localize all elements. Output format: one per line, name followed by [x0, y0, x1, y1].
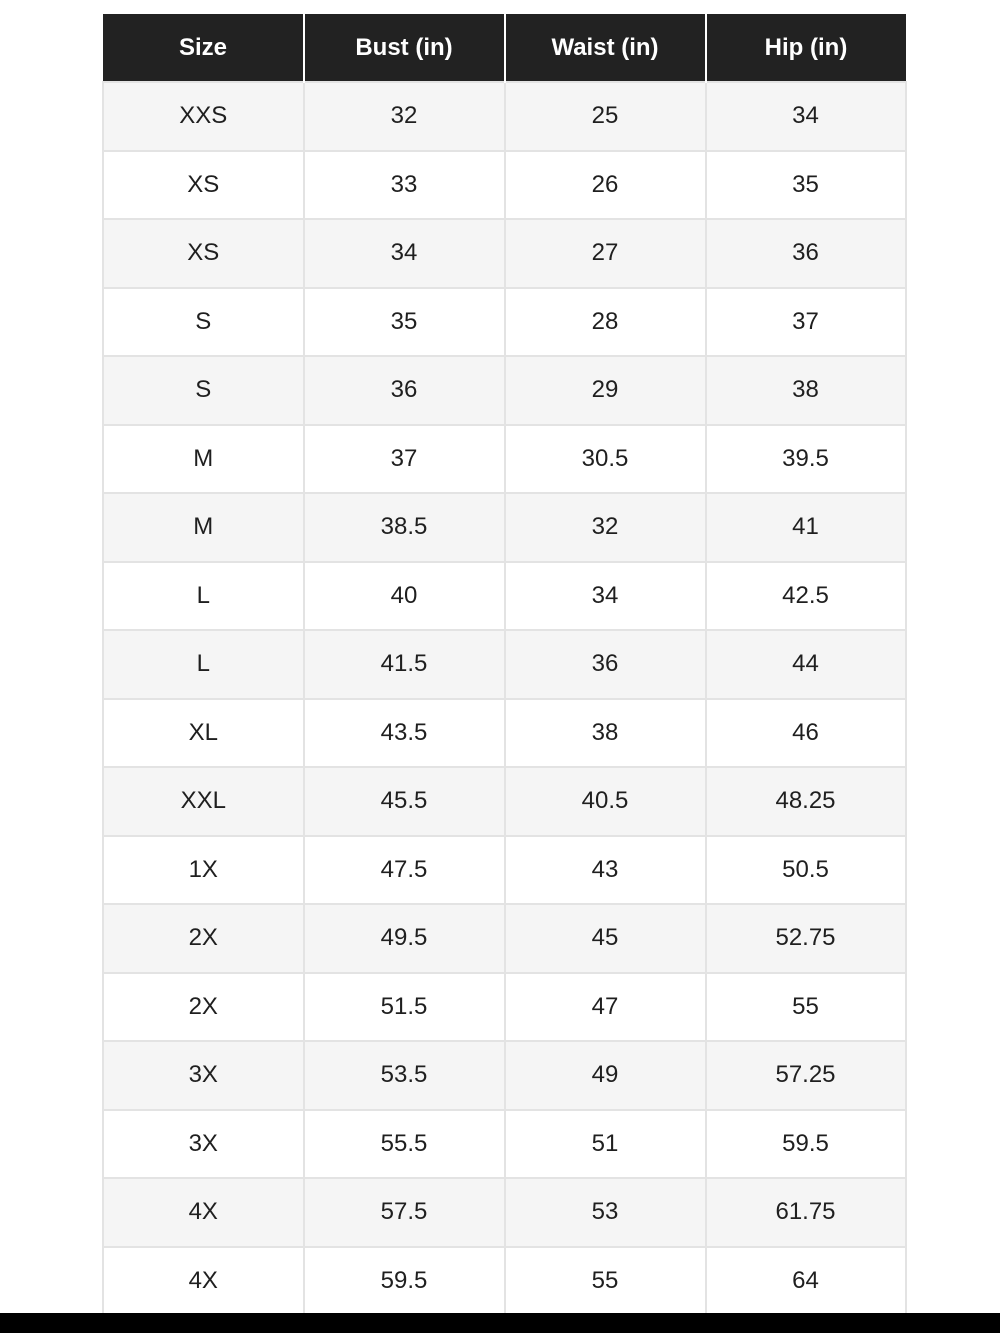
- table-row: [103, 1247, 906, 1316]
- hip-cell: 42.5: [706, 562, 906, 631]
- waist-cell: 34: [505, 562, 706, 631]
- bust-cell: 49.5: [304, 904, 505, 973]
- size-cell: M: [103, 425, 304, 494]
- bust-cell: 43.5: [304, 699, 505, 768]
- waist-cell: 25: [505, 82, 706, 151]
- waist-cell: 49: [505, 1041, 706, 1110]
- size-cell: L: [103, 630, 304, 699]
- waist-cell: 27: [505, 219, 706, 288]
- waist-cell: 28: [505, 288, 706, 357]
- bust-cell: 34: [304, 219, 505, 288]
- table-row: [103, 288, 906, 357]
- hip-cell: 38: [706, 356, 906, 425]
- size-cell: 4X: [103, 1178, 304, 1247]
- bust-cell: 57.5: [304, 1178, 505, 1247]
- hip-cell: 35: [706, 151, 906, 220]
- waist-cell: 55: [505, 1247, 706, 1316]
- table-header: [103, 14, 906, 82]
- table-row: [103, 356, 906, 425]
- waist-cell: 26: [505, 151, 706, 220]
- waist-cell: 29: [505, 356, 706, 425]
- size-cell: 1X: [103, 836, 304, 905]
- size-cell: 3X: [103, 1110, 304, 1179]
- hip-cell: 59.5: [706, 1110, 906, 1179]
- table-row: [103, 904, 906, 973]
- waist-cell: 38: [505, 699, 706, 768]
- waist-cell: 36: [505, 630, 706, 699]
- bottom-bar: [0, 1313, 1000, 1333]
- table-row: [103, 219, 906, 288]
- table-row: [103, 1041, 906, 1110]
- column-header-size: Size: [103, 14, 304, 82]
- bust-cell: 53.5: [304, 1041, 505, 1110]
- table-body: [103, 82, 906, 1315]
- hip-cell: 44: [706, 630, 906, 699]
- bust-cell: 55.5: [304, 1110, 505, 1179]
- hip-cell: 50.5: [706, 836, 906, 905]
- hip-cell: 46: [706, 699, 906, 768]
- table-row: [103, 493, 906, 562]
- table-row: [103, 562, 906, 631]
- header-row: [103, 14, 906, 82]
- size-cell: XXL: [103, 767, 304, 836]
- bust-cell: 36: [304, 356, 505, 425]
- column-header-waist: Waist (in): [505, 14, 706, 82]
- bust-cell: 37: [304, 425, 505, 494]
- hip-cell: 57.25: [706, 1041, 906, 1110]
- hip-cell: 37: [706, 288, 906, 357]
- size-cell: 2X: [103, 973, 304, 1042]
- waist-cell: 43: [505, 836, 706, 905]
- size-cell: XS: [103, 151, 304, 220]
- bust-cell: 40: [304, 562, 505, 631]
- table-row: [103, 836, 906, 905]
- waist-cell: 40.5: [505, 767, 706, 836]
- waist-cell: 47: [505, 973, 706, 1042]
- size-cell: L: [103, 562, 304, 631]
- bust-cell: 59.5: [304, 1247, 505, 1316]
- waist-cell: 51: [505, 1110, 706, 1179]
- table-row: [103, 151, 906, 220]
- hip-cell: 41: [706, 493, 906, 562]
- table-row: [103, 1110, 906, 1179]
- hip-cell: 61.75: [706, 1178, 906, 1247]
- waist-cell: 45: [505, 904, 706, 973]
- hip-cell: 52.75: [706, 904, 906, 973]
- table-row: [103, 767, 906, 836]
- bust-cell: 32: [304, 82, 505, 151]
- size-cell: 4X: [103, 1247, 304, 1316]
- table-row: [103, 425, 906, 494]
- bust-cell: 35: [304, 288, 505, 357]
- table-row: [103, 1178, 906, 1247]
- column-header-bust: Bust (in): [304, 14, 505, 82]
- hip-cell: 48.25: [706, 767, 906, 836]
- size-cell: 2X: [103, 904, 304, 973]
- bust-cell: 38.5: [304, 493, 505, 562]
- hip-cell: 34: [706, 82, 906, 151]
- size-cell: XXS: [103, 82, 304, 151]
- waist-cell: 30.5: [505, 425, 706, 494]
- waist-cell: 32: [505, 493, 706, 562]
- size-cell: XS: [103, 219, 304, 288]
- table-row: [103, 973, 906, 1042]
- bust-cell: 47.5: [304, 836, 505, 905]
- size-cell: M: [103, 493, 304, 562]
- table-row: [103, 699, 906, 768]
- bust-cell: 33: [304, 151, 505, 220]
- hip-cell: 64: [706, 1247, 906, 1316]
- table-row: [103, 82, 906, 151]
- bust-cell: 45.5: [304, 767, 505, 836]
- hip-cell: 39.5: [706, 425, 906, 494]
- size-cell: S: [103, 356, 304, 425]
- table-row: [103, 630, 906, 699]
- hip-cell: 55: [706, 973, 906, 1042]
- size-chart-table: [102, 14, 907, 1316]
- bust-cell: 41.5: [304, 630, 505, 699]
- size-cell: XL: [103, 699, 304, 768]
- column-header-hip: Hip (in): [706, 14, 906, 82]
- hip-cell: 36: [706, 219, 906, 288]
- waist-cell: 53: [505, 1178, 706, 1247]
- size-cell: S: [103, 288, 304, 357]
- size-cell: 3X: [103, 1041, 304, 1110]
- bust-cell: 51.5: [304, 973, 505, 1042]
